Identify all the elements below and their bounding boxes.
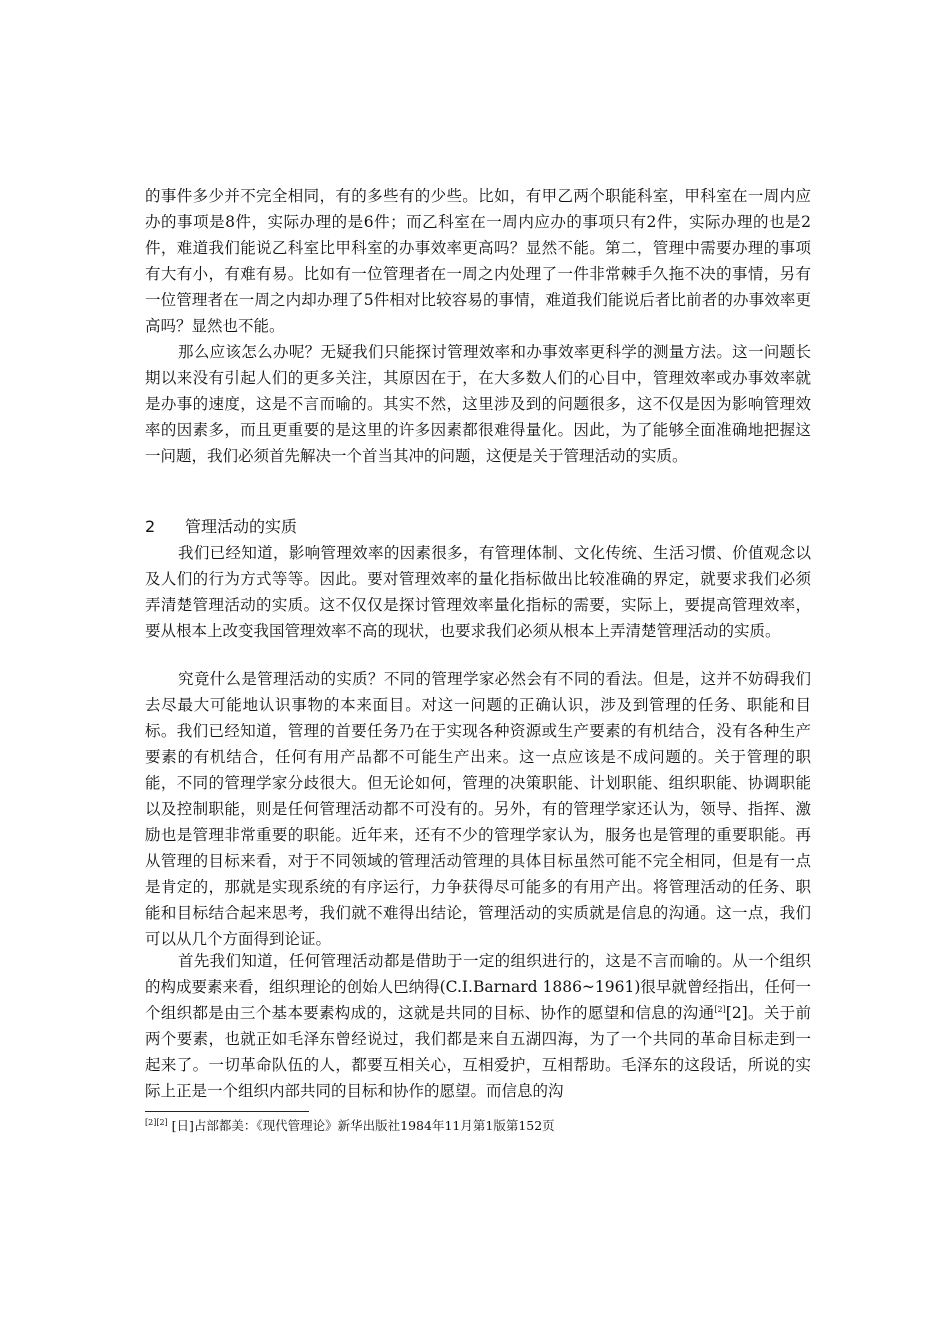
footnote-marker: [2][2] xyxy=(145,1117,168,1127)
paragraph-5 xyxy=(145,948,811,1104)
paragraph-5-part-a: 首先我们知道，任何管理活动都是借助于一定的组织进行的，这是不言而喻的。从一个组织的构成要素来看，组织理论的创始人巴纳得(C.I.Barnard 1886~1961)很早就曾经指出，任何一个组织都是由三个基本要素构成的，这就是共同的目标、协作的愿望和信息的沟通 xyxy=(145,952,811,1022)
paragraph-3: 我们已经知道，影响管理效率的因素很多，有管理体制、文化传统、生活习惯、价值观念以及人们的行为方式等等。因此。要对管理效率的量化指标做出比较准确的界定，就要求我们必须弄清楚管理活动的实质。这不仅仅是探讨管理效率量化指标的需要，实际上，要提高管理效率，要从根本上改变我国管理效率不高的现状，也要求我们必须从根本上弄清楚管理活动的实质。 xyxy=(145,544,811,640)
footnote-text: [日]占部都美：《现代管理论》新华出版社1984年11月第1版第152页 xyxy=(167,1118,555,1133)
paragraph-1: 的事件多少并不完全相同，有的多些有的少些。比如，有甲乙两个职能科室，甲科室在一周内应办的事项是8件，实际办理的是6件；而乙科室在一周内应办的事项只有2件，实际办理的也是2件，难道我们能说乙科室比甲科室的办事效率更高吗？显然不能。第二，管理中需要办理的事项有大有小，有难有易。比如有一位管理者在一周之内处理了一件非常棘手久拖不决的事情，另有一位管理者在一周之内却办理了5件相对比较容易的事情，难道我们能说后者比前者的办事效率更高吗？显然也不能。 xyxy=(145,187,811,335)
footnote-divider xyxy=(145,1111,309,1112)
section-title: 管理活动的实质 xyxy=(185,517,298,536)
paragraph-5-part-b: [2]。关于前两个要素，也就正如毛泽东曾经说过，我们都是来自五湖四海，为了一个共同的革命目标走到一起来了。一切革命队伍的人，都要互相关心，互相爱护，互相帮助。毛泽东的这段话，所说的实际上正是一个组织内部共同的目标和协作的愿望。而信息的沟 xyxy=(145,1004,811,1100)
paragraph-4: 究竟什么是管理活动的实质？不同的管理学家必然会有不同的看法。但是，这并不妨碍我们去尽最大可能地认识事物的本来面目。对这一问题的正确认识，涉及到管理的任务、职能和目标。我们已经知道，管理的首要任务乃在于实现各种资源或生产要素的有机结合，没有各种生产要素的有机结合，任何有用产品都不可能生产出来。这一点应该是不成问题的。关于管理的职能，不同的管理学家分歧很大。但无论如何，管理的决策职能、计划职能、组织职能、协调职能以及控制职能，则是任何管理活动都不可没有的。另外，有的管理学家还认为，领导、指挥、激励也是管理非常重要的职能。近年来，还有不少的管理学家认为，服务也是管理的重要职能。再从管理的目标来看，对于不同领域的管理活动管理的具体目标虽然可能不完全相同，但是有一点是肯定的，那就是实现系统的有序运行，力争获得尽可能多的有用产出。将管理活动的任务、职能和目标结合起来思考，我们就不难得出结论，管理活动的实质就是信息的沟通。这一点，我们可以从几个方面得到论证。 xyxy=(145,670,811,948)
paragraph-2: 那么应该怎么办呢？无疑我们只能探讨管理效率和办事效率更科学的测量方法。这一问题长期以来没有引起人们的更多关注，其原因在于，在大多数人们的心目中，管理效率或办事效率就是办事的速度，这是不言而喻的。其实不然，这里涉及到的问题很多，这不仅是因为影响管理效率的因素多，而且更重要的是这里的许多因素都很难得量化。因此，为了能够全面准确地把握这一问题，我们必须首先解决一个首当其冲的问题，这便是关于管理活动的实质。 xyxy=(145,343,811,465)
section-heading xyxy=(145,514,297,540)
footnote-reference[interactable]: [2] xyxy=(714,1004,726,1014)
footnote xyxy=(145,1117,555,1135)
section-number: 2 xyxy=(145,517,156,536)
